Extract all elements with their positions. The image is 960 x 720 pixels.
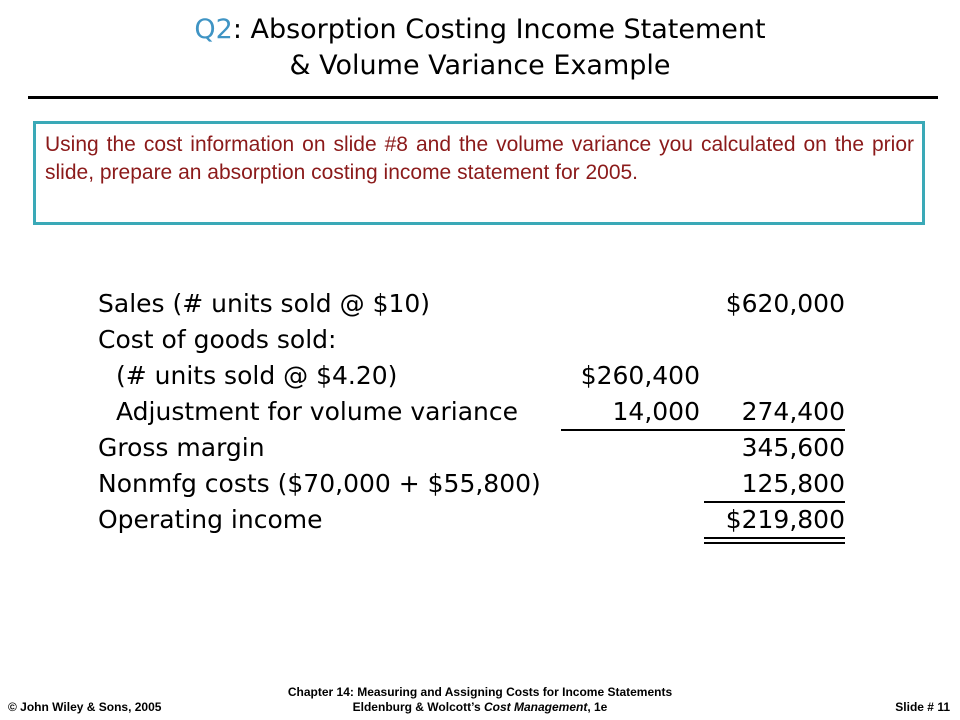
slide-number: Slide # 11 bbox=[895, 700, 950, 714]
volume-adjustment-amount: 14,000 bbox=[612, 397, 700, 426]
title-text-1: : Absorption Costing Income Statement bbox=[232, 14, 766, 45]
nonmfg-costs-amount: 125,800 bbox=[741, 469, 845, 498]
operating-income-label: Operating income bbox=[98, 505, 323, 534]
gross-margin-label: Gross margin bbox=[98, 433, 265, 462]
sales-amount: $620,000 bbox=[725, 289, 845, 318]
book-authors: Eldenburg & Wolcott’s bbox=[352, 700, 484, 714]
chapter-text: Chapter 14: Measuring and Assigning Costs for Income Statements bbox=[287, 685, 673, 699]
gross-margin-amount: 345,600 bbox=[741, 433, 845, 462]
cogs-label: Cost of goods sold: bbox=[98, 325, 337, 354]
book-title: Cost Management bbox=[483, 700, 588, 714]
units-cost-amount: $260,400 bbox=[580, 361, 700, 390]
question-number: Q2 bbox=[194, 14, 233, 45]
double-rule-bottom bbox=[704, 542, 845, 544]
volume-adjustment-label: Adjustment for volume variance bbox=[116, 397, 518, 426]
nonmfg-costs-label: Nonmfg costs ($70,000 + $55,800) bbox=[98, 469, 541, 498]
footer-center bbox=[200, 685, 760, 715]
double-rule-top bbox=[704, 537, 845, 539]
subtotal-rule-nonmfg bbox=[704, 501, 845, 503]
instructions-box: Using the cost information on slide #8 and the volume variance you calculated on the prior slide, prepare an absorption costing income statement for 2005. bbox=[33, 121, 925, 225]
copyright-text: © John Wiley & Sons, 2005 bbox=[8, 700, 162, 714]
units-cost-label: (# units sold @ $4.20) bbox=[116, 361, 398, 390]
cogs-total-amount: 274,400 bbox=[741, 397, 845, 426]
book-citation bbox=[200, 700, 760, 715]
operating-income-amount: $219,800 bbox=[725, 505, 845, 534]
sales-label: Sales (# units sold @ $10) bbox=[98, 289, 431, 318]
book-edition: , 1e bbox=[587, 700, 608, 714]
subtotal-rule-cogs bbox=[561, 429, 845, 431]
title-line-2: & Volume Variance Example bbox=[289, 50, 671, 81]
